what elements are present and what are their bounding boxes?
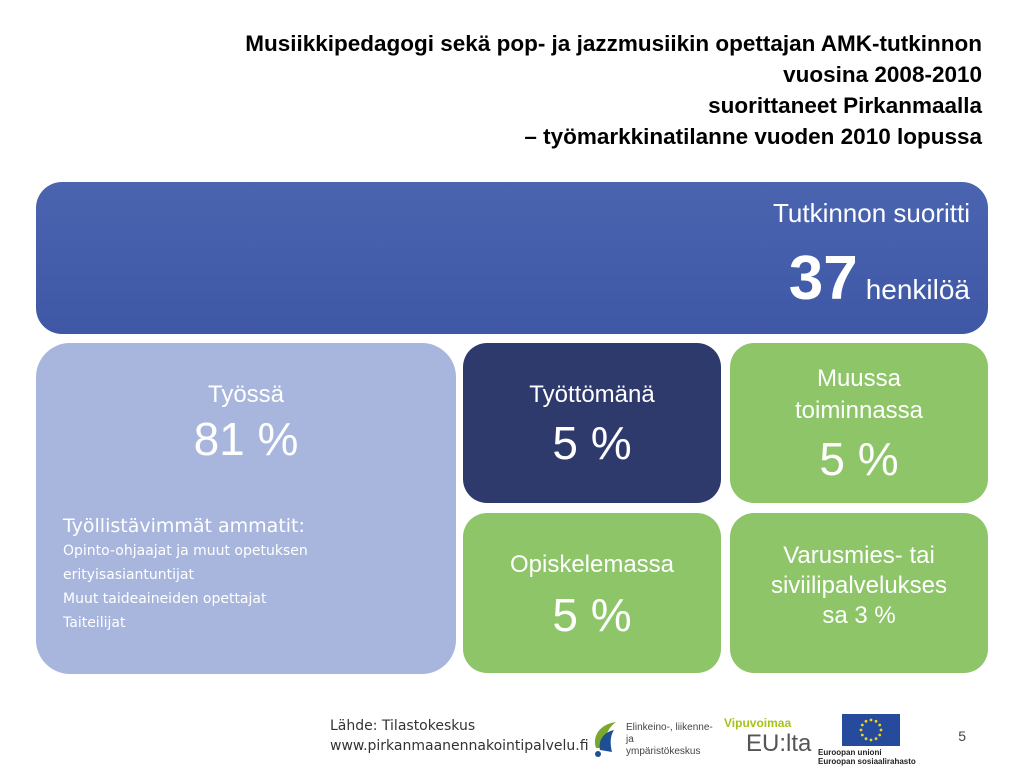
occupation-item: Taiteilijat bbox=[63, 615, 126, 631]
ely-logo bbox=[590, 718, 720, 760]
studying-box bbox=[463, 513, 721, 673]
eu-logo-text: Euroopan unioni bbox=[818, 748, 882, 757]
total-graduates-banner bbox=[36, 182, 988, 334]
footer-source bbox=[330, 716, 589, 756]
banner-count-row bbox=[789, 244, 970, 314]
unemployed-label: Työttömänä bbox=[529, 381, 655, 408]
eulta-text: EU:lta bbox=[746, 730, 812, 757]
title-line: suorittaneet Pirkanmaalla bbox=[708, 93, 982, 118]
ely-logo-text: ympäristökeskus bbox=[626, 746, 701, 757]
ely-logo-icon bbox=[590, 718, 624, 758]
ely-logo-text: Elinkeino-, liikenne- ja bbox=[626, 722, 713, 745]
military-service-label-line: Varusmies- tai bbox=[783, 542, 935, 569]
page-number: 5 bbox=[958, 728, 966, 744]
banner-count: 37 bbox=[788, 244, 858, 313]
other-activity-label-line: toiminnassa bbox=[794, 397, 924, 424]
occupations-title: Työllistävimmät ammatit: bbox=[63, 515, 305, 537]
slide-title bbox=[42, 28, 982, 152]
occupation-item: Opinto-ohjaajat ja muut opetuksen bbox=[63, 543, 308, 559]
other-activity-percent: 5 % bbox=[819, 433, 899, 485]
source-text: Lähde: Tilastokeskus bbox=[330, 718, 476, 734]
other-activity-label-line: Muussa bbox=[816, 365, 902, 392]
vipuvoimaa-text: Vipuvoimaa bbox=[724, 716, 792, 730]
eu-flag-icon bbox=[842, 714, 900, 746]
unemployed-percent: 5 % bbox=[552, 417, 632, 469]
banner-label: Tutkinnon suoritti bbox=[772, 198, 970, 228]
eu-logo-text: Euroopan sosiaalirahasto bbox=[818, 757, 916, 766]
banner-unit: henkilöä bbox=[865, 274, 970, 305]
title-line: – työmarkkinatilanne vuoden 2010 lopussa bbox=[524, 124, 982, 149]
studying-percent: 5 % bbox=[552, 589, 632, 641]
military-service-label-line: sa 3 % bbox=[822, 602, 896, 629]
military-service-label-line: siviilipalvelukses bbox=[770, 572, 948, 599]
other-activity-box bbox=[730, 343, 988, 503]
studying-label: Opiskelemassa bbox=[509, 551, 675, 578]
occupation-item: Muut taideaineiden opettajat bbox=[63, 591, 267, 607]
eu-logo bbox=[818, 714, 916, 766]
occupation-item: erityisasiantuntijat bbox=[63, 567, 195, 583]
title-line: vuosina 2008-2010 bbox=[783, 62, 982, 87]
vipuvoimaa-logo bbox=[724, 716, 814, 762]
employed-label: Työssä bbox=[207, 381, 285, 408]
employed-box bbox=[36, 343, 456, 674]
military-service-box bbox=[730, 513, 988, 673]
title-line: Musiikkipedagogi sekä pop- ja jazzmusiikin opettajan AMK-tutkinnon bbox=[245, 31, 982, 56]
source-url[interactable]: www.pirkanmaanennakointipalvelu.fi bbox=[330, 738, 589, 754]
unemployed-box bbox=[463, 343, 721, 503]
other-activity-label bbox=[730, 363, 988, 427]
military-service-label bbox=[730, 541, 988, 631]
occupations-list bbox=[63, 513, 433, 635]
employed-percent: 81 % bbox=[193, 413, 299, 465]
